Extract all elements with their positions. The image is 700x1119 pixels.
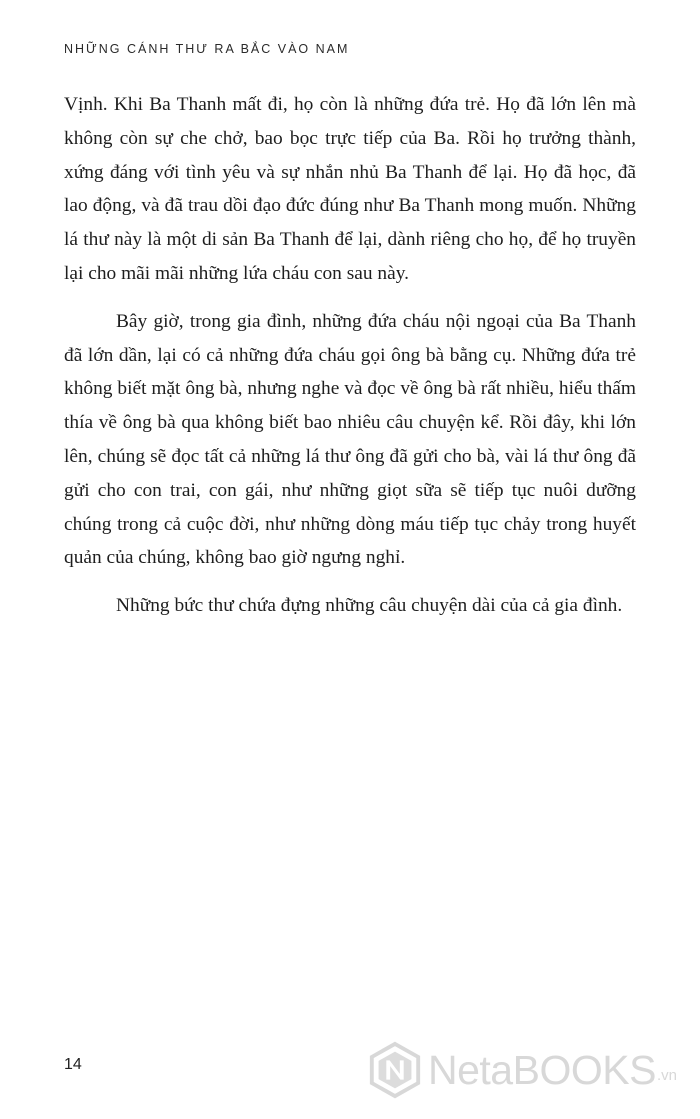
paragraph-1: Vịnh. Khi Ba Thanh mất đi, họ còn là những đứa trẻ. Họ đã lớn lên mà không còn sự che chở, bao bọc trực tiếp của Ba. Rồi họ trưởng thành, xứng đáng với tình yêu và sự nhắn nhủ Ba Thanh để lại. Họ đã học, đã lao động, và đã trau dồi đạo đức đúng như Ba Thanh mong muốn. Những lá thư này là một di sản Ba Thanh để lại, dành riêng cho họ, để họ truyền lại cho mãi mãi những lứa cháu con sau này.: [64, 94, 636, 284]
body-text: [64, 88, 636, 637]
page-number: 14: [64, 1056, 82, 1073]
watermark: [366, 1038, 677, 1102]
watermark-brand: NetaBOOKS: [428, 1046, 656, 1093]
neta-hexagon-logo-icon: [366, 1041, 424, 1099]
paragraph-2: Bây giờ, trong gia đình, những đứa cháu nội ngoại của Ba Thanh đã lớn dần, lại có cả những đứa cháu gọi ông bà bằng cụ. Những đứa trẻ không biết mặt ông bà, nhưng nghe và đọc về ông bà rất nhiều, hiểu thấm thía về ông bà qua không biết bao nhiêu câu chuyện kể. Rồi đây, khi lớn lên, chúng sẽ đọc tất cả những lá thư ông đã gửi cho bà, vài lá thư ông đã gửi cho con trai, con gái, như những giọt sữa sẽ tiếp tục nuôi dưỡng chúng trong cả cuộc đời, như những dòng máu tiếp tục chảy trong huyết quản của chúng, không bao giờ ngưng nghỉ.: [64, 310, 636, 569]
watermark-suffix: .vn: [656, 1067, 677, 1084]
paragraph-3: Những bức thư chứa đựng những câu chuyện dài của cả gia đình.: [116, 595, 623, 617]
running-head: NHỮNG CÁNH THƯ RA BẮC VÀO NAM: [64, 42, 350, 56]
